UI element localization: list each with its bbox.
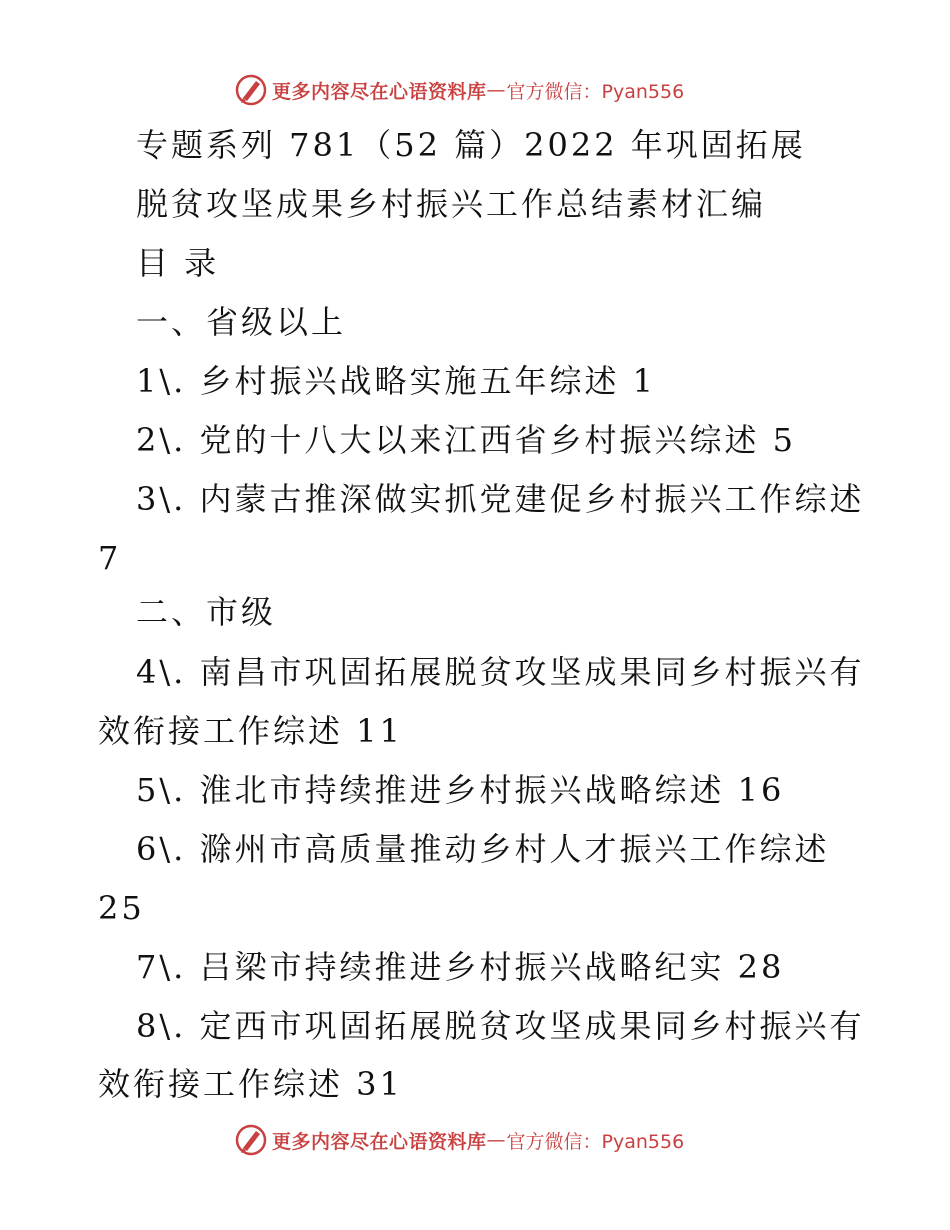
pen-logo-icon	[234, 73, 268, 107]
footer-watermark	[234, 1120, 754, 1160]
document-title-line-1: 专题系列 781（52 篇）2022 年巩固拓展	[136, 126, 806, 164]
watermark-wechat: 官方微信：Pyan556	[506, 1130, 685, 1153]
watermark-wechat: 官方微信：Pyan556	[506, 80, 685, 103]
section-heading-provincial: 一、省级以上	[136, 303, 347, 341]
toc-item-3: 3\. 内蒙古推深做实抓党建促乡村振兴工作综述	[136, 480, 865, 518]
watermark-separator: —	[486, 1129, 507, 1151]
toc-item-2: 2\. 党的十八大以来江西省乡村振兴综述 5	[136, 421, 797, 459]
toc-item-4: 4\. 南昌市巩固拓展脱贫攻坚成果同乡村振兴有	[136, 653, 865, 691]
toc-item-5: 5\. 淮北市持续推进乡村振兴战略综述 16	[136, 771, 785, 809]
section-heading-city: 二、市级	[136, 593, 277, 631]
pen-logo-icon	[234, 1123, 268, 1157]
toc-item-3-page: 7	[98, 539, 122, 577]
watermark-text: 更多内容尽在心语资料库	[272, 80, 487, 103]
toc-heading: 目 录	[136, 244, 220, 282]
toc-item-7: 7\. 吕梁市持续推进乡村振兴战略纪实 28	[136, 948, 785, 986]
watermark-text: 更多内容尽在心语资料库	[272, 1130, 487, 1153]
toc-item-8: 8\. 定西市巩固拓展脱贫攻坚成果同乡村振兴有	[136, 1007, 865, 1045]
toc-item-8-continued: 效衔接工作综述 31	[98, 1065, 403, 1103]
toc-item-6: 6\. 滁州市高质量推动乡村人才振兴工作综述	[136, 830, 830, 868]
header-watermark	[234, 70, 754, 110]
toc-item-6-page: 25	[98, 889, 145, 927]
toc-item-4-continued: 效衔接工作综述 11	[98, 712, 403, 750]
watermark-separator: —	[486, 79, 507, 101]
toc-item-1: 1\. 乡村振兴战略实施五年综述 1	[136, 362, 657, 400]
document-title-line-2: 脱贫攻坚成果乡村振兴工作总结素材汇编	[136, 185, 767, 223]
